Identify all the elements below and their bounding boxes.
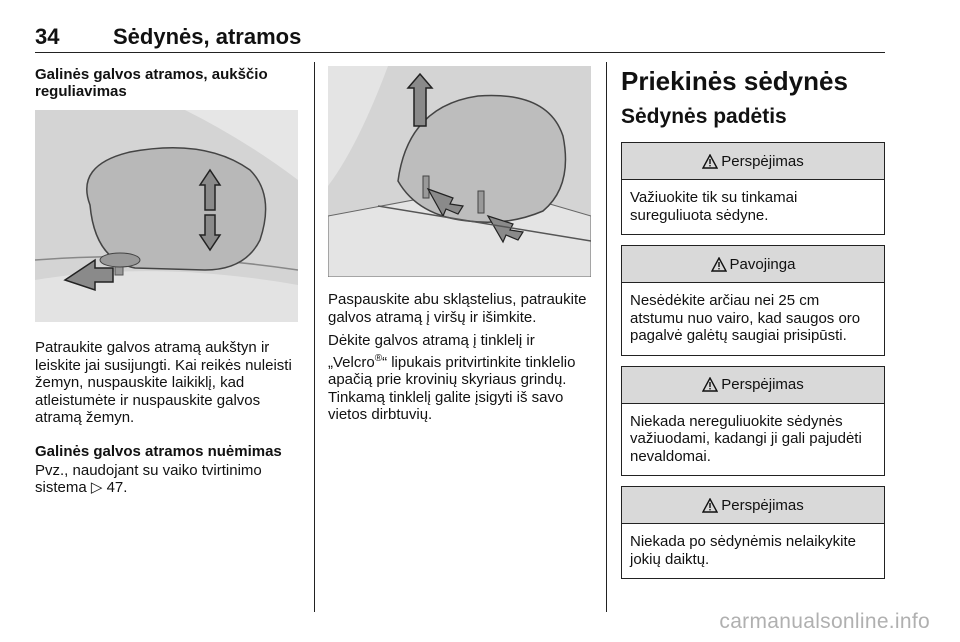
warning-header: Pavojinga <box>622 246 884 283</box>
warning-box <box>621 366 885 477</box>
column-1 <box>35 66 300 497</box>
column-3 <box>621 66 886 579</box>
paragraph-press-latches: Paspauskite abu skląstelius, patraukite galvos atramą į viršų ir išimkite. <box>328 291 587 326</box>
warning-text: Važiuokite tik su tinkamai sureguliuota sėdyne. <box>630 189 798 224</box>
warning-text: Niekada po sėdynėmis nelaikykite jokių daiktų. <box>630 533 856 568</box>
warning-text: Niekada nereguliuokite sėdynės važiuodami, kadangi ji gali pajudėti nevaldomai. <box>630 412 862 465</box>
warning-box <box>621 142 885 235</box>
warning-header: Perspėjimas <box>622 487 884 524</box>
warning-triangle-icon <box>711 257 727 272</box>
heading-seat-position: Sėdynės padėtis <box>621 105 787 128</box>
section-title: Sėdynės, atramos <box>113 24 302 49</box>
warning-header: Perspėjimas <box>622 143 884 180</box>
heading-removal: Galinės galvos atramos nuėmimas <box>35 442 282 460</box>
headrest-adjust-illustration <box>35 110 298 322</box>
paragraph-height-adjust: Patraukite galvos atramą aukštyn ir leiskite jai susijungti. Kai reikės nuleisti žemyn, nuspauskite laikiklį, kad atleistumėte ir nuspauskite galvos atramą žemyn. <box>35 339 292 426</box>
column-divider <box>606 62 607 612</box>
column-divider <box>314 62 315 612</box>
page-ref-icon: ▷ <box>90 479 103 496</box>
page-number: 34 <box>35 24 60 49</box>
page-header <box>35 24 885 53</box>
warning-box <box>621 486 885 579</box>
paragraph-net-velcro: Dėkite galvos atramą į tinklelį ir „Velcro®“ lipukais pritvirtinkite tinklelio apačią prie krovinių skyriaus grindų. Tinkamą tinklelį galite įsigyti iš savo vietos dirbtuvių. <box>328 332 576 423</box>
column-2 <box>328 66 593 424</box>
watermark: carmanualsonline.info <box>719 610 930 633</box>
heading-front-seats: Priekinės sėdynės <box>621 66 848 96</box>
paragraph-removal: Pvz., naudojant su vaiko tvirtinimo sistema ▷ 47. <box>35 461 262 496</box>
heading-height-adjust: Galinės galvos atramos, aukščio reguliavimas <box>35 66 268 100</box>
warning-triangle-icon <box>702 377 718 392</box>
warning-header: Perspėjimas <box>622 367 884 404</box>
danger-box <box>621 245 885 356</box>
warning-triangle-icon <box>702 154 718 169</box>
page-ref-link[interactable]: 47. <box>106 479 128 496</box>
warning-triangle-icon <box>702 498 718 513</box>
headrest-removal-illustration <box>328 66 591 277</box>
warning-text: Nesėdėkite arčiau nei 25 cm atstumu nuo vairo, kad saugos oro pagalvė galėtų saugiai prisipūsti. <box>630 292 861 344</box>
